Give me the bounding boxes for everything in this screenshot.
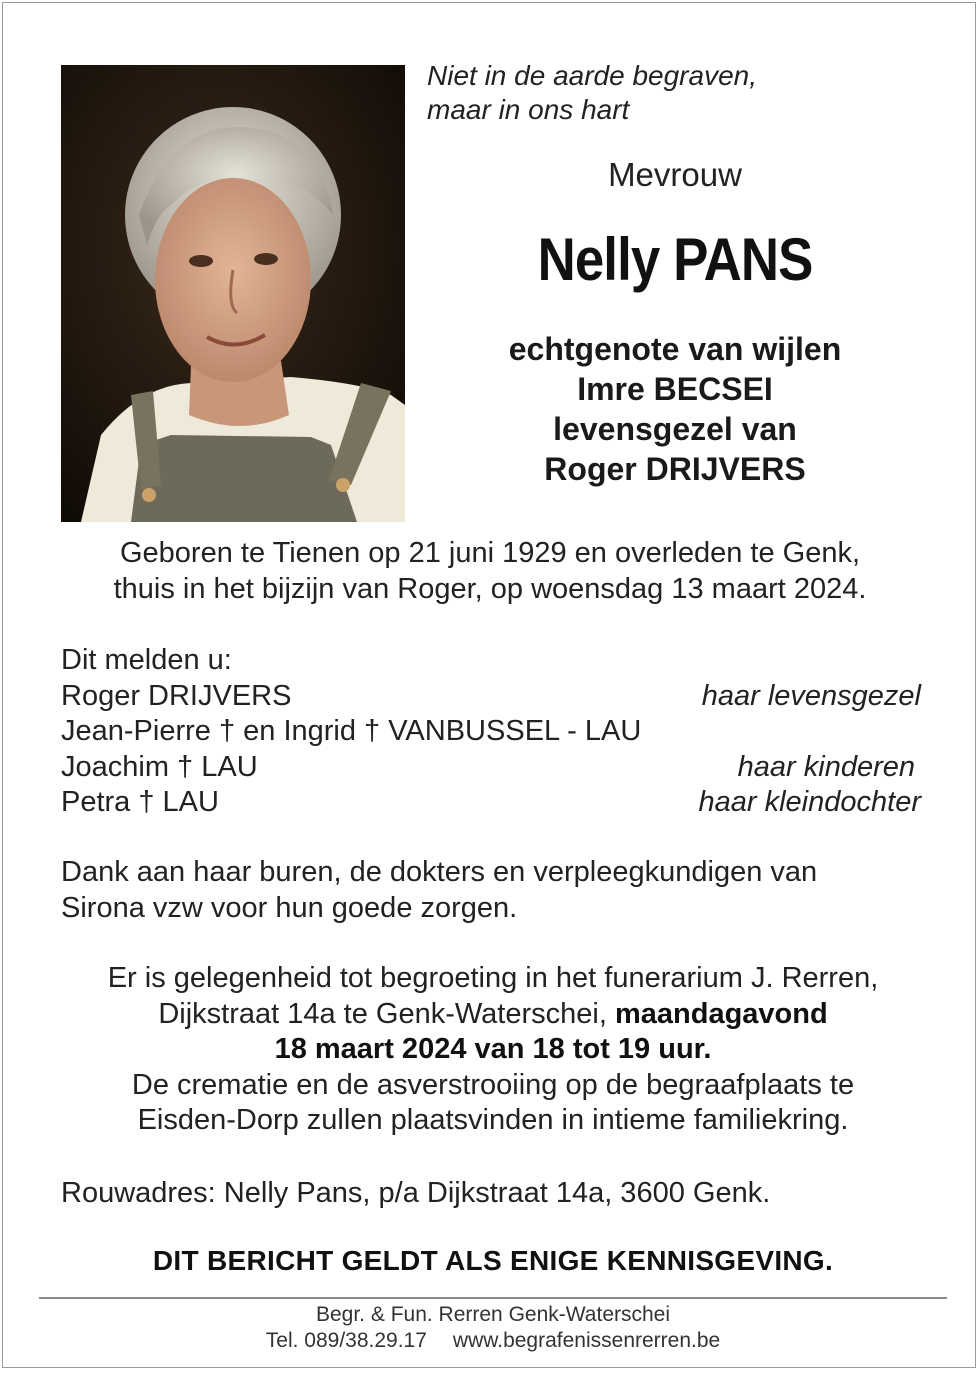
footer-divider xyxy=(39,1297,947,1299)
relation-line-2: Imre BECSEI xyxy=(577,371,773,407)
announcer-name: Petra † LAU xyxy=(61,786,219,818)
motto-line-2: maar in ons hart xyxy=(427,94,630,125)
footer xyxy=(3,1302,980,1354)
thanks-line-2: Sirona vzw voor hun goede zorgen. xyxy=(61,892,518,924)
birth-death-info xyxy=(3,535,977,607)
motto xyxy=(427,59,757,127)
visitation-info xyxy=(3,961,980,1139)
announcer-name: Jean-Pierre † en Ingrid † VANBUSSEL - LAU xyxy=(61,715,642,747)
cremation-line-2: Eisden-Dorp zullen plaatsvinden in intieme familiekring. xyxy=(137,1104,849,1136)
announcer-row xyxy=(61,679,921,715)
birth-line-1: Geboren te Tienen op 21 juni 1929 en overleden te Genk, xyxy=(119,537,861,569)
announcer-name: Roger DRIJVERS xyxy=(61,679,292,712)
mourning-address: Rouwadres: Nelly Pans, p/a Dijkstraat 14a, 3600 Genk. xyxy=(61,1177,771,1209)
visitation-day: maandagavond xyxy=(614,997,828,1030)
portrait-image xyxy=(61,65,405,522)
announcer-row xyxy=(61,714,921,750)
relation-line-1: echtgenote van wijlen xyxy=(508,331,842,367)
thanks-paragraph xyxy=(61,854,941,926)
funeral-home-website[interactable]: www.begrafenissenrerren.be xyxy=(452,1329,721,1352)
motto-line-1: Niet in de aarde begraven, xyxy=(427,60,757,91)
visitation-line-1: Er is gelegenheid tot begroeting in het funerarium J. Rerren, xyxy=(107,962,879,994)
announcers-intro: Dit melden u: xyxy=(61,644,232,676)
obituary-card xyxy=(2,2,976,1368)
announcer-role: haar kleindochter xyxy=(698,786,921,818)
relations xyxy=(413,329,937,489)
visitation-line-2 xyxy=(3,997,980,1033)
announcer-row xyxy=(61,750,921,786)
footer-contact xyxy=(3,1328,980,1354)
announcer-role: haar levensgezel xyxy=(701,679,921,712)
relation-line-3: levensgezel van xyxy=(553,411,797,447)
birth-line-2: thuis in het bijzijn van Roger, op woensdag 13 maart 2024. xyxy=(113,573,867,605)
visitation-date-time: 18 maart 2024 van 18 tot 19 uur. xyxy=(274,1033,712,1065)
funeral-home-phone: Tel. 089/38.29.17 xyxy=(265,1329,427,1352)
announcer-row xyxy=(61,785,921,821)
salutation: Mevrouw xyxy=(608,156,742,193)
thanks-line-1: Dank aan haar buren, de dokters en verpleegkundigen van xyxy=(61,856,818,888)
cremation-line-1: De crematie en de asverstrooiing op de begraafplaats te xyxy=(131,1068,855,1101)
announcer-name: Joachim † LAU xyxy=(61,750,258,783)
announcers xyxy=(61,643,921,821)
announcer-role: haar kinderen xyxy=(737,750,915,783)
title-block xyxy=(413,153,937,489)
official-notice: DIT BERICHT GELDT ALS ENIGE KENNISGEVING. xyxy=(152,1245,834,1276)
visitation-location: Dijkstraat 14a te Genk-Waterschei, xyxy=(158,997,615,1030)
relation-line-4: Roger DRIJVERS xyxy=(544,451,806,487)
visitation-line-3 xyxy=(3,1032,980,1068)
portrait-photo xyxy=(61,65,405,522)
funeral-home-name: Begr. & Fun. Rerren Genk-Waterschei xyxy=(315,1303,671,1326)
deceased-name: Nelly PANS xyxy=(537,226,813,293)
